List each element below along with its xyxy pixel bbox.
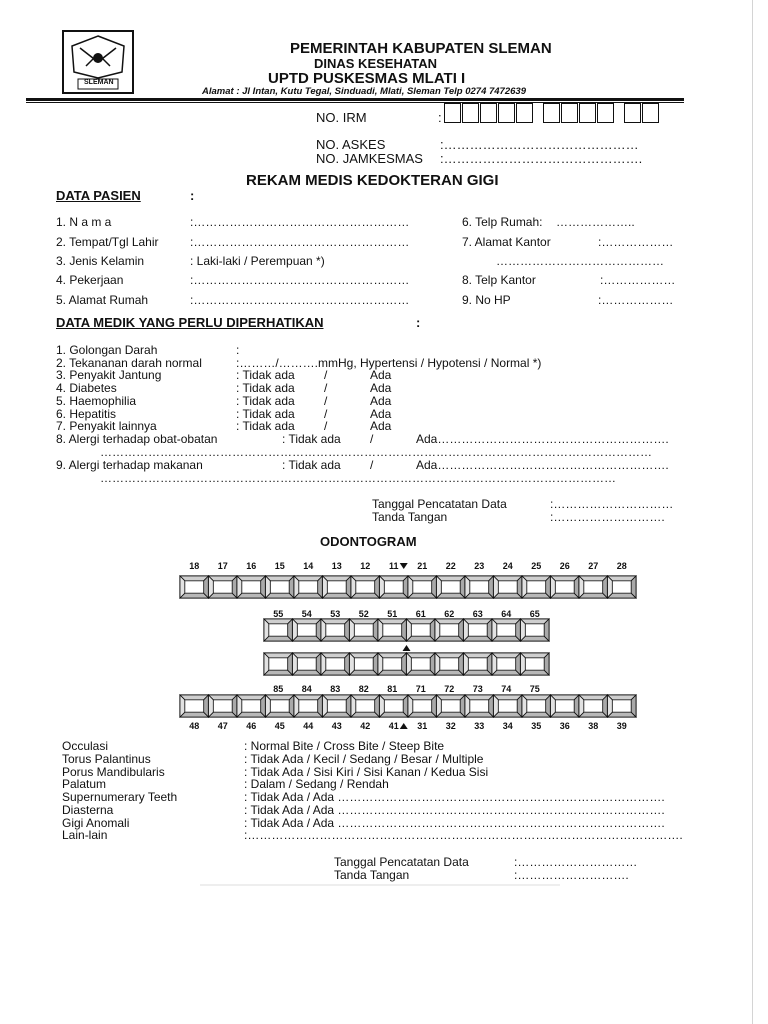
pasien-label: 7. Alamat Kantor xyxy=(462,235,551,249)
tooth-box[interactable] xyxy=(209,695,238,717)
tooth-box[interactable] xyxy=(293,653,322,675)
tooth-number-label: 26 xyxy=(559,561,570,571)
askes-field[interactable]: :……………………………………… xyxy=(440,137,639,152)
pasien-field[interactable]: :……………… xyxy=(600,273,676,287)
tooth-number-label: 71 xyxy=(415,684,426,694)
irm-colon: : xyxy=(438,110,442,125)
data-medik-heading: DATA MEDIK YANG PERLU DIPERHATIKAN xyxy=(56,315,324,330)
irm-digit-box[interactable] xyxy=(462,103,479,123)
medik-label: 2. Tekananan darah normal xyxy=(56,356,202,370)
finding-field[interactable]: :………………………………………………………………………………………………. xyxy=(244,828,683,842)
irm-digit-box[interactable] xyxy=(498,103,515,123)
tooth-box[interactable] xyxy=(350,653,379,675)
medik-label: 5. Haemophilia xyxy=(56,394,137,408)
tooth-box[interactable] xyxy=(407,619,436,641)
tooth-number-label: 16 xyxy=(246,561,257,571)
medik-option-yes[interactable]: Ada xyxy=(370,394,392,408)
pasien-label: 1. N a m a xyxy=(56,215,112,229)
tanda-tangan-field[interactable]: :………………………. xyxy=(550,510,665,524)
tooth-box[interactable] xyxy=(494,695,523,717)
irm-digit-box[interactable] xyxy=(444,103,461,123)
tooth-box[interactable] xyxy=(294,695,323,717)
tooth-box[interactable] xyxy=(323,576,352,598)
data-pasien-colon: : xyxy=(190,188,195,203)
medik-option-none[interactable]: : Tidak ada xyxy=(282,432,341,446)
finding-field[interactable]: : Dalam / Sedang / Rendah xyxy=(244,777,389,791)
tooth-number-label: 14 xyxy=(303,561,314,571)
tooth-number-label: 82 xyxy=(358,684,369,694)
finding-field[interactable]: : Tidak Ada / Sisi Kiri / Sisi Kanan / Kedua Sisi xyxy=(244,765,489,779)
tooth-box[interactable] xyxy=(380,576,409,598)
tooth-number-label: 83 xyxy=(330,684,341,694)
tooth-box[interactable] xyxy=(492,619,521,641)
pasien-field[interactable]: :……………………………………………… xyxy=(190,235,410,249)
tooth-box[interactable] xyxy=(350,619,379,641)
medik-option-none[interactable]: : Tidak ada xyxy=(236,407,295,421)
tooth-number-label: 51 xyxy=(387,609,398,619)
irm-boxes[interactable] xyxy=(444,103,660,123)
tooth-number-label: 32 xyxy=(445,721,456,731)
tooth-number-label: 28 xyxy=(616,561,627,571)
finding-label: Supernumerary Teeth xyxy=(62,790,178,804)
tooth-number-label: 48 xyxy=(189,721,200,731)
tanda-tangan-label: Tanda Tangan xyxy=(334,868,410,882)
tooth-number-label: 42 xyxy=(360,721,371,731)
tanggal-field[interactable]: :………………………… xyxy=(514,855,638,869)
tooth-box[interactable] xyxy=(465,576,494,598)
tooth-number-label: 43 xyxy=(331,721,342,731)
tooth-box[interactable] xyxy=(380,695,409,717)
tooth-number-label: 11 xyxy=(388,561,399,571)
tooth-number-label: 36 xyxy=(559,721,570,731)
pasien-label: 2. Tempat/Tgl Lahir xyxy=(56,235,159,249)
tooth-number-label: 15 xyxy=(274,561,285,571)
tooth-number-label: 31 xyxy=(417,721,428,731)
tooth-box[interactable] xyxy=(437,576,466,598)
pasien-field[interactable]: …………………………………… xyxy=(496,254,664,268)
pasien-field[interactable]: :……………… xyxy=(598,293,674,307)
tooth-number-label: 63 xyxy=(472,609,483,619)
tooth-box[interactable] xyxy=(608,695,637,717)
tooth-number-label: 55 xyxy=(273,609,284,619)
tooth-box[interactable] xyxy=(435,653,464,675)
tooth-box[interactable] xyxy=(551,576,580,598)
header-rule xyxy=(26,98,684,101)
sleman-logo xyxy=(62,30,134,94)
medik-separator: / xyxy=(324,394,328,408)
tooth-number-label: 35 xyxy=(531,721,542,731)
medik-label: 9. Alergi terhadap makanan xyxy=(56,458,203,472)
pasien-field[interactable]: :……………………………………………… xyxy=(190,215,410,229)
tooth-box[interactable] xyxy=(294,576,323,598)
tooth-number-label: 45 xyxy=(274,721,285,731)
odontogram-chart[interactable] xyxy=(0,552,768,738)
tooth-box[interactable] xyxy=(408,576,437,598)
tooth-box[interactable] xyxy=(293,619,322,641)
askes-label: NO. ASKES xyxy=(316,137,386,152)
irm-digit-box[interactable] xyxy=(543,103,560,123)
tooth-box[interactable] xyxy=(407,653,436,675)
tooth-number-label: 23 xyxy=(474,561,485,571)
tooth-number-label: 13 xyxy=(331,561,342,571)
medik-option-yes[interactable]: Ada xyxy=(370,368,392,382)
medik-separator: / xyxy=(324,419,328,433)
medik-option-yes[interactable]: Ada xyxy=(370,419,392,433)
tooth-box[interactable] xyxy=(237,576,266,598)
pasien-label: 6. Telp Rumah: xyxy=(462,215,543,229)
medik-label: 1. Golongan Darah xyxy=(56,343,158,357)
pasien-field[interactable]: :……………………………………………… xyxy=(190,273,410,287)
tooth-box[interactable] xyxy=(551,695,580,717)
tooth-box[interactable] xyxy=(351,576,380,598)
pasien-label: 9. No HP xyxy=(462,293,511,307)
tooth-number-label: 61 xyxy=(415,609,426,619)
tooth-number-label: 72 xyxy=(444,684,455,694)
tooth-number-label: 24 xyxy=(502,561,513,571)
medik-option-none[interactable]: : Tidak ada xyxy=(236,381,295,395)
header-dept: DINAS KESEHATAN xyxy=(314,56,438,71)
finding-label: Torus Palantinus xyxy=(62,752,151,766)
medik-separator: / xyxy=(370,432,374,446)
tooth-box[interactable] xyxy=(209,576,238,598)
medik-field[interactable]: : xyxy=(236,343,240,357)
tooth-box[interactable] xyxy=(579,576,608,598)
finding-field[interactable]: : Tidak Ada / Ada ………………………………………………………………………. xyxy=(244,816,665,830)
pasien-field[interactable]: : Laki-laki / Perempuan *) xyxy=(190,254,325,268)
tooth-number-label: 53 xyxy=(330,609,341,619)
odontogram-title: ODONTOGRAM xyxy=(320,534,417,549)
irm-digit-box[interactable] xyxy=(642,103,659,123)
pasien-field[interactable]: :……………………………………………… xyxy=(190,293,410,307)
tooth-number-label: 17 xyxy=(217,561,228,571)
tooth-box[interactable] xyxy=(180,695,209,717)
pasien-label: 4. Pekerjaan xyxy=(56,273,124,287)
tooth-box[interactable] xyxy=(522,576,551,598)
medik-option-none[interactable]: : Tidak ada xyxy=(282,458,341,472)
tooth-number-label: 64 xyxy=(501,609,512,619)
tooth-number-label: 73 xyxy=(472,684,483,694)
tanggal-label: Tanggal Pencatatan Data xyxy=(334,855,469,869)
medik-option-none[interactable]: : Tidak ada xyxy=(236,368,295,382)
tooth-number-label: 22 xyxy=(445,561,456,571)
medik-option-yes[interactable]: Ada xyxy=(370,381,392,395)
tooth-number-label: 21 xyxy=(417,561,428,571)
tooth-box[interactable] xyxy=(266,576,295,598)
irm-digit-box[interactable] xyxy=(624,103,641,123)
tooth-box[interactable] xyxy=(237,695,266,717)
medik-separator: / xyxy=(370,458,374,472)
tooth-box[interactable] xyxy=(608,576,637,598)
tooth-number-label: 74 xyxy=(501,684,512,694)
finding-label: Occulasi xyxy=(62,739,109,753)
tooth-box[interactable] xyxy=(264,653,293,675)
medik-separator: / xyxy=(324,368,328,382)
tooth-box[interactable] xyxy=(321,653,350,675)
tooth-number-label: 12 xyxy=(360,561,371,571)
tooth-box[interactable] xyxy=(521,653,550,675)
tooth-number-label: 33 xyxy=(474,721,485,731)
medik-separator: / xyxy=(324,381,328,395)
tooth-number-label: 34 xyxy=(502,721,513,731)
tanggal-field[interactable]: :………………………… xyxy=(550,497,674,511)
jamkesmas-label: NO. JAMKESMAS xyxy=(316,151,423,166)
tooth-number-label: 62 xyxy=(444,609,455,619)
medik-option-yes[interactable]: Ada…………………………………………………. xyxy=(416,458,669,472)
medik-option-yes[interactable]: Ada…………………………………………………. xyxy=(416,432,669,446)
tooth-box[interactable] xyxy=(266,695,295,717)
tooth-number-label: 65 xyxy=(529,609,540,619)
tanggal-label: Tanggal Pencatatan Data xyxy=(372,497,507,511)
tooth-number-label: 39 xyxy=(616,721,627,731)
tooth-number-label: 25 xyxy=(531,561,542,571)
tooth-box[interactable] xyxy=(323,695,352,717)
finding-field[interactable]: : Tidak Ada / Kecil / Sedang / Besar / Multiple xyxy=(244,752,484,766)
irm-label: NO. IRM xyxy=(316,110,367,125)
finding-label: Diasterna xyxy=(62,803,114,817)
tooth-number-label: 84 xyxy=(301,684,312,694)
tooth-number-label: 47 xyxy=(217,721,228,731)
finding-field[interactable]: : Tidak Ada / Ada ………………………………………………………………………. xyxy=(244,803,665,817)
medik-label: 7. Penyakit lainnya xyxy=(56,419,157,433)
tooth-box[interactable] xyxy=(464,653,493,675)
logo-text: SLEMAN xyxy=(84,79,114,86)
medik-option-none[interactable]: : Tidak ada xyxy=(236,394,295,408)
pasien-label: 5. Alamat Rumah xyxy=(56,293,149,307)
tooth-number-label: 27 xyxy=(588,561,599,571)
medik-separator: / xyxy=(324,407,328,421)
medik-continuation[interactable]: ………………………………………………………………………………………………………………………… xyxy=(100,445,652,459)
tooth-number-label: 41 xyxy=(388,721,399,731)
medik-continuation[interactable]: ………………………………………………………………………………………………………………… xyxy=(100,471,616,485)
tooth-box[interactable] xyxy=(522,695,551,717)
medik-label: 3. Penyakit Jantung xyxy=(56,368,162,382)
tooth-box[interactable] xyxy=(579,695,608,717)
tooth-box[interactable] xyxy=(378,619,407,641)
tooth-box[interactable] xyxy=(521,619,550,641)
tanda-tangan-field[interactable]: :………………………. xyxy=(514,868,629,882)
irm-digit-box[interactable] xyxy=(579,103,596,123)
tooth-box[interactable] xyxy=(437,695,466,717)
tooth-number-label: 75 xyxy=(529,684,540,694)
jamkesmas-field[interactable]: :………………………………………. xyxy=(440,151,643,166)
tooth-number-label: 38 xyxy=(588,721,599,731)
tooth-number-label: 81 xyxy=(387,684,398,694)
pasien-label: 3. Jenis Kelamin xyxy=(56,254,145,268)
pasien-label: 8. Telp Kantor xyxy=(462,273,536,287)
tooth-box[interactable] xyxy=(264,619,293,641)
finding-label: Gigi Anomali xyxy=(62,816,130,830)
header-unit: UPTD PUSKESMAS MLATI I xyxy=(268,70,466,87)
tooth-box[interactable] xyxy=(321,619,350,641)
tooth-number-label: 46 xyxy=(246,721,257,731)
pasien-field[interactable]: :……………… xyxy=(598,235,674,249)
tooth-box[interactable] xyxy=(408,695,437,717)
medik-label: 4. Diabetes xyxy=(56,381,117,395)
tooth-box[interactable] xyxy=(180,576,209,598)
medik-field[interactable]: :………/……….mmHg, Hypertensi / Hypotensi / Normal *) xyxy=(236,356,542,370)
tooth-number-label: 85 xyxy=(273,684,284,694)
finding-label: Lain-lain xyxy=(62,828,108,842)
midline-marker-icon xyxy=(403,645,411,651)
header-gov: PEMERINTAH KABUPATEN SLEMAN xyxy=(290,40,552,57)
irm-digit-box[interactable] xyxy=(561,103,578,123)
tooth-box[interactable] xyxy=(494,576,523,598)
midline-marker-icon xyxy=(400,723,408,729)
tanda-tangan-label: Tanda Tangan xyxy=(372,510,448,524)
tooth-box[interactable] xyxy=(378,653,407,675)
irm-digit-box[interactable] xyxy=(480,103,497,123)
pasien-field[interactable]: ……………….. xyxy=(556,215,635,229)
finding-label: Palatum xyxy=(62,777,107,791)
tooth-number-label: 54 xyxy=(301,609,312,619)
header-address: Alamat : Jl Intan, Kutu Tegal, Sinduadi, Mlati, Sleman Telp 0274 7472639 xyxy=(202,86,526,97)
finding-label: Porus Mandibularis xyxy=(62,765,165,779)
tooth-number-label: 44 xyxy=(303,721,314,731)
tooth-box[interactable] xyxy=(351,695,380,717)
finding-field[interactable]: : Normal Bite / Cross Bite / Steep Bite xyxy=(244,739,445,753)
tooth-number-label: 18 xyxy=(189,561,200,571)
page-edge xyxy=(752,0,768,1024)
medik-option-none[interactable]: : Tidak ada xyxy=(236,419,295,433)
tooth-box[interactable] xyxy=(492,653,521,675)
tooth-box[interactable] xyxy=(465,695,494,717)
midline-marker-icon xyxy=(400,563,408,569)
irm-digit-box[interactable] xyxy=(516,103,533,123)
tooth-box[interactable] xyxy=(464,619,493,641)
tooth-number-label: 52 xyxy=(358,609,369,619)
tooth-box[interactable] xyxy=(435,619,464,641)
medik-label: 8. Alergi terhadap obat-obatan xyxy=(56,432,218,446)
data-medik-colon: : xyxy=(416,315,421,330)
data-pasien-heading: DATA PASIEN xyxy=(56,188,141,203)
irm-digit-box[interactable] xyxy=(597,103,614,123)
medik-label: 6. Hepatitis xyxy=(56,407,117,421)
page-title: REKAM MEDIS KEDOKTERAN GIGI xyxy=(246,172,499,189)
medik-option-yes[interactable]: Ada xyxy=(370,407,392,421)
finding-field[interactable]: : Tidak Ada / Ada ………………………………………………………………………. xyxy=(244,790,665,804)
faint-rule xyxy=(200,884,560,886)
